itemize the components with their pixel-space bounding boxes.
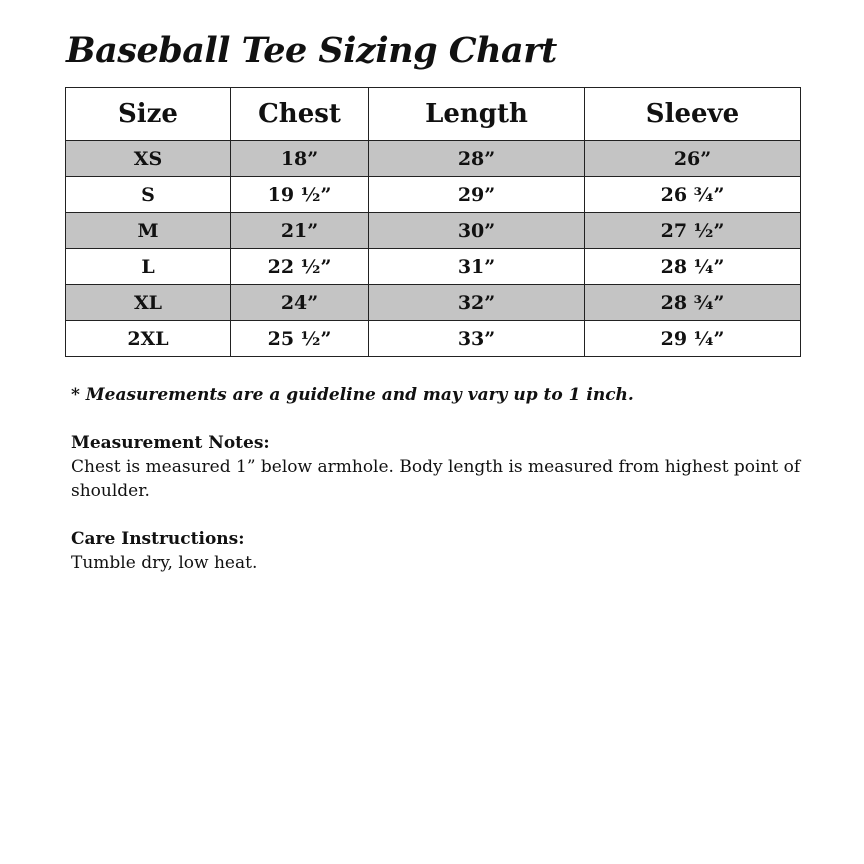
size-cell: XS bbox=[66, 141, 231, 177]
length-cell: 32” bbox=[369, 285, 585, 321]
column-header-chest: Chest bbox=[231, 88, 369, 141]
sleeve-cell: 29 ¼” bbox=[585, 321, 801, 357]
sizing-table bbox=[65, 87, 801, 357]
sleeve-cell: 28 ¾” bbox=[585, 285, 801, 321]
page-title: Baseball Tee Sizing Chart bbox=[66, 30, 557, 71]
table-row bbox=[66, 177, 801, 213]
measurement-disclaimer: * Measurements are a guideline and may vary up to 1 inch. bbox=[71, 385, 634, 405]
table-row bbox=[66, 249, 801, 285]
chest-cell: 22 ½” bbox=[231, 249, 369, 285]
chest-cell: 18” bbox=[231, 141, 369, 177]
length-cell: 28” bbox=[369, 141, 585, 177]
measurement-notes-section bbox=[71, 431, 801, 503]
chest-cell: 19 ½” bbox=[231, 177, 369, 213]
table-row bbox=[66, 141, 801, 177]
care-instructions-heading: Care Instructions: bbox=[71, 529, 245, 549]
sleeve-cell: 26” bbox=[585, 141, 801, 177]
column-header-length: Length bbox=[369, 88, 585, 141]
size-cell: XL bbox=[66, 285, 231, 321]
chest-cell: 21” bbox=[231, 213, 369, 249]
length-cell: 33” bbox=[369, 321, 585, 357]
size-cell: L bbox=[66, 249, 231, 285]
length-cell: 30” bbox=[369, 213, 585, 249]
column-header-sleeve: Sleeve bbox=[585, 88, 801, 141]
table-header-row bbox=[66, 88, 801, 141]
column-header-size: Size bbox=[66, 88, 231, 141]
table-row bbox=[66, 213, 801, 249]
sleeve-cell: 26 ¾” bbox=[585, 177, 801, 213]
size-cell: M bbox=[66, 213, 231, 249]
sleeve-cell: 28 ¼” bbox=[585, 249, 801, 285]
size-cell: 2XL bbox=[66, 321, 231, 357]
care-instructions-text: Tumble dry, low heat. bbox=[71, 553, 258, 573]
care-instructions-section bbox=[71, 527, 801, 575]
measurement-notes-text: Chest is measured 1” below armhole. Body length is measured from highest point of shoulder. bbox=[71, 457, 801, 501]
length-cell: 31” bbox=[369, 249, 585, 285]
size-cell: S bbox=[66, 177, 231, 213]
chest-cell: 25 ½” bbox=[231, 321, 369, 357]
measurement-notes-heading: Measurement Notes: bbox=[71, 433, 270, 453]
length-cell: 29” bbox=[369, 177, 585, 213]
table-row bbox=[66, 285, 801, 321]
chest-cell: 24” bbox=[231, 285, 369, 321]
sleeve-cell: 27 ½” bbox=[585, 213, 801, 249]
table-row bbox=[66, 321, 801, 357]
